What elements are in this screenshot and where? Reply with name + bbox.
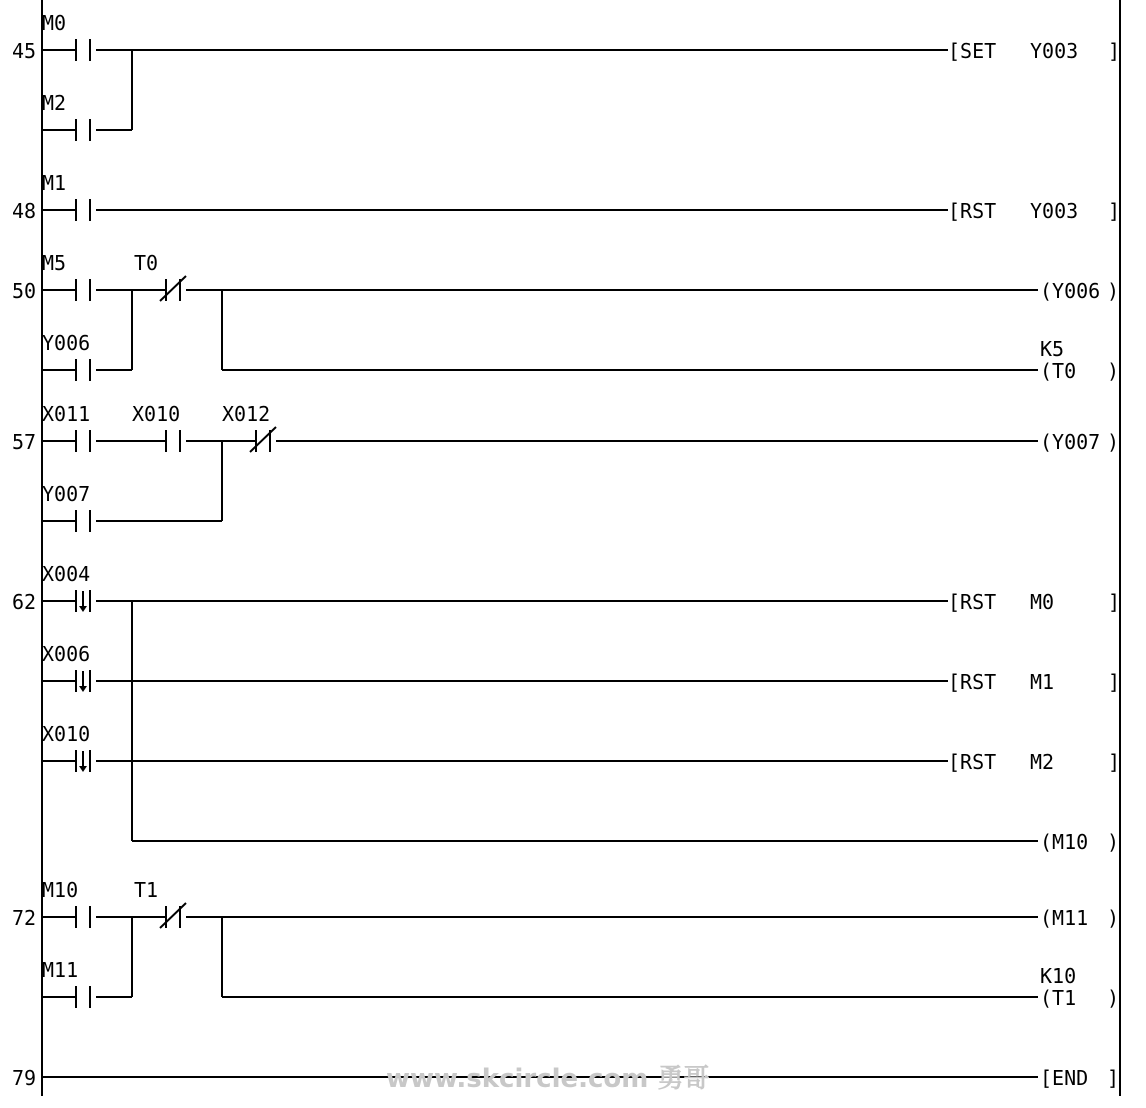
- falling-edge-arrow-icon: [79, 606, 87, 612]
- close-o62c: ]: [1108, 750, 1121, 774]
- contact-label-c57b: X010: [132, 402, 181, 426]
- coil-o72b: (T1: [1040, 986, 1077, 1010]
- coil-o50b: (T0: [1040, 359, 1077, 383]
- contact-c45b: [76, 119, 90, 141]
- instr-o62b: [RST: [948, 670, 997, 694]
- step-number: 62: [12, 590, 37, 614]
- coil-close-o50a: ): [1107, 279, 1120, 303]
- contact-label-c50a: M5: [42, 251, 67, 275]
- nc-slash: [250, 427, 276, 452]
- contact-c50b: [160, 276, 186, 301]
- operand-o48: Y003: [1030, 199, 1079, 223]
- nc-slash: [160, 276, 186, 301]
- close-o48: ]: [1108, 199, 1121, 223]
- instr-o62c: [RST: [948, 750, 997, 774]
- contact-c57a: [76, 430, 90, 452]
- contact-label-c72c: M11: [42, 958, 79, 982]
- contact-c72b: [160, 903, 186, 928]
- step-number: 57: [12, 430, 37, 454]
- contact-label-c45a: M0: [42, 11, 67, 35]
- contact-label-c50c: Y006: [42, 331, 91, 355]
- contact-label-c72b: T1: [134, 878, 159, 902]
- contact-label-c57a: X011: [42, 402, 91, 426]
- coil-close-o62d: ): [1107, 830, 1120, 854]
- contact-label-c72a: M10: [42, 878, 79, 902]
- contact-label-c57d: Y007: [42, 482, 91, 506]
- step-number: 45: [12, 39, 37, 63]
- operand-o62b: M1: [1030, 670, 1055, 694]
- falling-edge-arrow-icon: [79, 686, 87, 692]
- contact-c57d: [76, 510, 90, 532]
- contact-label-c48a: M1: [42, 171, 67, 195]
- coil-k-o50b: K5: [1040, 337, 1065, 361]
- contact-c45a: [76, 39, 90, 61]
- coil-o72a: (M11: [1040, 906, 1089, 930]
- texts: [12, 11, 1120, 1094]
- close-o62b: ]: [1108, 670, 1121, 694]
- contact-label-c45b: M2: [42, 91, 67, 115]
- contact-label-c62b: X006: [42, 642, 91, 666]
- falling-edge-arrow-icon: [79, 766, 87, 772]
- contact-c48a: [76, 199, 90, 221]
- coil-close-o72a: ): [1107, 906, 1120, 930]
- contact-c57c: [250, 427, 276, 452]
- contact-label-c50b: T0: [134, 251, 159, 275]
- step-number: 50: [12, 279, 37, 303]
- contact-label-c62c: X010: [42, 722, 91, 746]
- wires: [42, 0, 1120, 1096]
- contact-c72a: [76, 906, 90, 928]
- coil-close-o50b: ): [1107, 359, 1120, 383]
- instr-o45: [SET: [948, 39, 997, 63]
- coil-o57: (Y007: [1040, 430, 1101, 454]
- contact-c72c: [76, 986, 90, 1008]
- contact-c57b: [166, 430, 180, 452]
- close-o62a: ]: [1108, 590, 1121, 614]
- contact-label-c62a: X004: [42, 562, 91, 586]
- contact-label-c57c: X012: [222, 402, 271, 426]
- instr-o62a: [RST: [948, 590, 997, 614]
- contact-c50c: [76, 359, 90, 381]
- operand-o62c: M2: [1030, 750, 1055, 774]
- coil-close-o72b: ): [1107, 986, 1120, 1010]
- contact-c62a: [76, 590, 90, 612]
- close-o45: ]: [1108, 39, 1121, 63]
- step-number: 72: [12, 906, 37, 930]
- watermark: www.skcircle.com 勇哥: [386, 1064, 710, 1094]
- coil-k-o72b: K10: [1040, 964, 1077, 988]
- nc-slash: [160, 903, 186, 928]
- coil-o50a: (Y006: [1040, 279, 1101, 303]
- operand-o45: Y003: [1030, 39, 1079, 63]
- contact-c62c: [76, 750, 90, 772]
- operand-o62a: M0: [1030, 590, 1055, 614]
- instr-o48: [RST: [948, 199, 997, 223]
- coil-close-o79: ]: [1107, 1066, 1120, 1090]
- step-number: 79: [12, 1066, 37, 1090]
- coil-o79: [END: [1040, 1066, 1089, 1090]
- contact-c62b: [76, 670, 90, 692]
- elements: [76, 39, 276, 1008]
- contact-c50a: [76, 279, 90, 301]
- step-number: 48: [12, 199, 37, 223]
- coil-close-o57: ): [1107, 430, 1120, 454]
- coil-o62d: (M10: [1040, 830, 1089, 854]
